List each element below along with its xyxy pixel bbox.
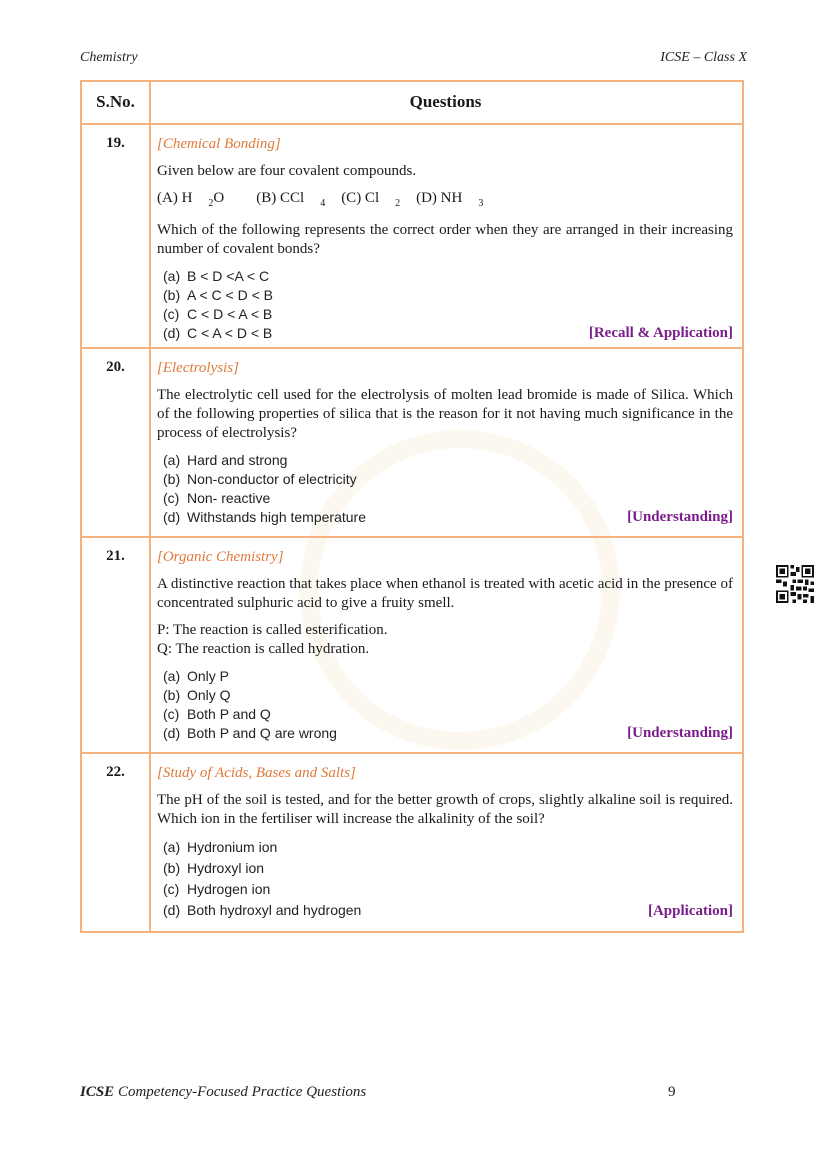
footer-brand: ICSE xyxy=(80,1084,115,1100)
compound-list xyxy=(157,189,733,213)
question-stem: The electrolytic cell used for the electrolysis of molten lead bromide is made of Silica. Which of the following properties of silica that is the reason for it not having much significance in the process of electrolysis? xyxy=(157,387,733,441)
question-topic: [Chemical Bonding] xyxy=(157,136,281,152)
footer-subtitle: Competency-Focused Practice Questions xyxy=(117,1084,367,1100)
option-item: (a) Only P xyxy=(163,668,230,684)
table-row xyxy=(82,347,742,537)
option-item: (a) Hard and strong xyxy=(163,452,288,468)
table-row xyxy=(82,536,742,753)
option-item: (d) Withstands high temperature xyxy=(163,509,366,525)
skill-tag: [Application] xyxy=(647,903,733,919)
option-item: (c) Both P and Q xyxy=(163,706,271,722)
question-content xyxy=(157,548,733,743)
compound-item: (C) Cl $_2$ xyxy=(341,190,401,209)
option-item: (d) Both hydroxyl and hydrogen xyxy=(163,902,362,918)
option-list xyxy=(157,267,733,343)
option-item: (c) C < D < A < B xyxy=(163,306,273,322)
skill-tag: [Understanding] xyxy=(627,725,733,741)
statement-p: P: The reaction is called esterification. xyxy=(157,622,388,638)
question-topic: [Study of Acids, Bases and Salts] xyxy=(157,765,356,781)
skill-tag: [Recall & Application] xyxy=(588,325,733,341)
skill-tag: [Understanding] xyxy=(627,509,733,525)
compound-item: (B) CCl $_4$ xyxy=(256,190,326,209)
qr-code-icon[interactable] xyxy=(776,565,814,603)
option-item: (d) Both P and Q are wrong xyxy=(163,725,337,741)
option-item: (b) A < C < D < B xyxy=(163,287,273,303)
column-header-sno: S.No. xyxy=(96,92,135,111)
compound-item: (A) H $_2$O xyxy=(157,190,225,209)
question-stem: Which of the following represents the correct order when they are arranged in their increasing number of covalent bonds? xyxy=(157,222,733,257)
option-list xyxy=(157,837,733,921)
question-stem: The pH of the soil is tested, and for the better growth of crops, slightly alkaline soil is required. Which ion in the fertiliser will increase the alkalinity of the soil? xyxy=(157,792,733,827)
table-header-row xyxy=(82,82,742,123)
question-content xyxy=(157,359,733,527)
option-item: (d) C < A < D < B xyxy=(163,325,273,341)
option-item: (b) Only Q xyxy=(163,687,231,703)
question-stem: Given below are four covalent compounds. xyxy=(157,163,417,179)
option-item: (c) Non- reactive xyxy=(163,490,271,506)
question-topic: [Organic Chemistry] xyxy=(157,549,284,565)
option-item: (a) Hydronium ion xyxy=(163,839,278,855)
option-list xyxy=(157,667,733,743)
table-row xyxy=(82,752,742,933)
option-item: (b) Hydroxyl ion xyxy=(163,860,265,876)
question-number: 21. xyxy=(106,548,125,564)
header-class: ICSE – Class X xyxy=(660,50,747,65)
option-list xyxy=(157,451,733,527)
option-item: (a) B < D <A < C xyxy=(163,268,270,284)
option-item: (c) Hydrogen ion xyxy=(163,881,271,897)
question-content xyxy=(157,764,733,921)
question-topic: [Electrolysis] xyxy=(157,360,239,376)
question-content xyxy=(157,135,733,343)
page-number: 9 xyxy=(668,1084,676,1100)
compound-item: (D) NH $_3$ xyxy=(416,190,484,209)
question-number: 20. xyxy=(106,359,125,375)
option-item: (b) Non-conductor of electricity xyxy=(163,471,357,487)
question-number: 22. xyxy=(106,764,125,780)
table-row xyxy=(82,123,742,349)
questions-table xyxy=(80,80,744,933)
column-header-questions: Questions xyxy=(409,92,482,111)
question-stem: A distinctive reaction that takes place when ethanol is treated with acetic acid in the presence of concentrated sulphuric acid to give a fruity smell. xyxy=(157,576,733,611)
header-subject: Chemistry xyxy=(80,50,138,65)
question-number: 19. xyxy=(106,135,125,151)
statement-q: Q: The reaction is called hydration. xyxy=(157,641,370,657)
footer-title xyxy=(80,1084,366,1101)
